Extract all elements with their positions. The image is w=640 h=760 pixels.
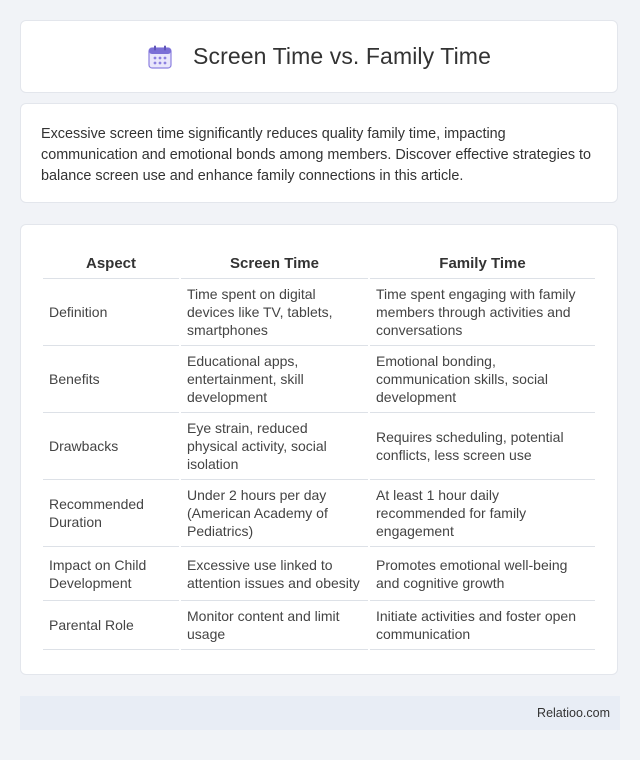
footer — [20, 696, 620, 730]
cell-screen-time: Educational apps, entertainment, skill development — [181, 346, 368, 413]
title-card — [20, 20, 618, 93]
table-header-row — [43, 243, 595, 279]
cell-aspect: Impact on Child Development — [43, 547, 179, 601]
calendar-icon — [147, 44, 173, 70]
cell-family-time: Initiate activities and foster open communication — [370, 601, 595, 650]
cell-aspect: Recommended Duration — [43, 480, 179, 547]
cell-aspect: Drawbacks — [43, 413, 179, 480]
table-row — [43, 601, 595, 650]
column-header-screen-time: Screen Time — [181, 243, 368, 279]
cell-family-time: Emotional bonding, communication skills, social development — [370, 346, 595, 413]
cell-aspect: Parental Role — [43, 601, 179, 650]
cell-screen-time: Excessive use linked to attention issues and obesity — [181, 547, 368, 601]
intro-card — [20, 103, 618, 203]
cell-aspect: Definition — [43, 279, 179, 346]
comparison-table — [41, 243, 597, 650]
cell-screen-time: Monitor content and limit usage — [181, 601, 368, 650]
cell-family-time: Promotes emotional well-being and cognitive growth — [370, 547, 595, 601]
cell-family-time: Time spent engaging with family members through activities and conversations — [370, 279, 595, 346]
table-row — [43, 279, 595, 346]
column-header-aspect: Aspect — [43, 243, 179, 279]
page-title: Screen Time vs. Family Time — [193, 43, 491, 69]
intro-text: Excessive screen time significantly reduces quality family time, impacting communication and emotional bonds among members. Discover effective strategies to balance screen use and enhance family connections in this article. — [41, 126, 592, 184]
footer-site-link[interactable]: Relatioo.com — [537, 706, 610, 720]
table-row — [43, 346, 595, 413]
cell-aspect: Benefits — [43, 346, 179, 413]
table-row — [43, 547, 595, 601]
table-row — [43, 480, 595, 547]
cell-family-time: Requires scheduling, potential conflicts, less screen use — [370, 413, 595, 480]
cell-screen-time: Eye strain, reduced physical activity, social isolation — [181, 413, 368, 480]
cell-screen-time: Time spent on digital devices like TV, tablets, smartphones — [181, 279, 368, 346]
comparison-table-card — [20, 224, 618, 675]
table-row — [43, 413, 595, 480]
title-row — [147, 43, 491, 70]
cell-family-time: At least 1 hour daily recommended for family engagement — [370, 480, 595, 547]
cell-screen-time: Under 2 hours per day (American Academy of Pediatrics) — [181, 480, 368, 547]
column-header-family-time: Family Time — [370, 243, 595, 279]
